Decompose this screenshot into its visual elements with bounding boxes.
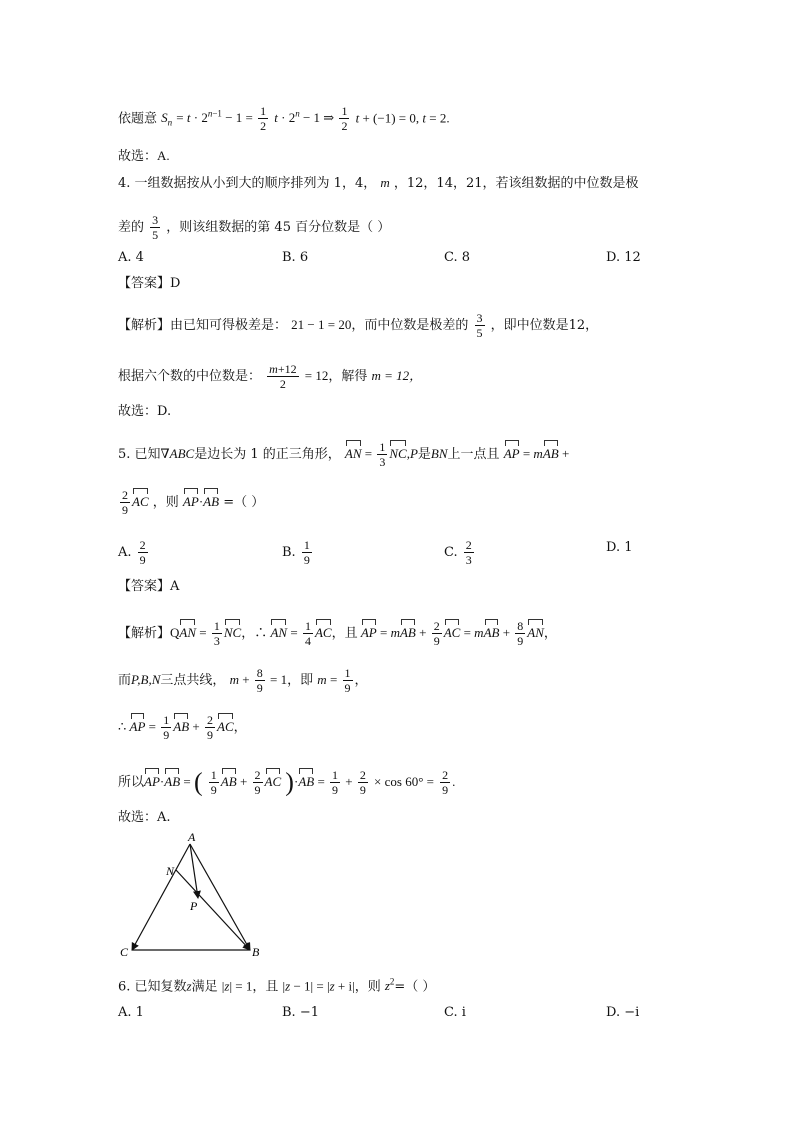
q6-option-a[interactable]: A. 1 [118,1005,144,1020]
triangle-figure [110,832,280,962]
q6-stem: 6. 已知复数z满足 |z| = 1，且 |z − 1| = |z + i|，则 $z^2=$（ ） [118,977,436,995]
q5-stem-line1: 5. 已知∇ABC是边长为 1 的正三角形， AN = $\frac{1}{3}$ NC,P是BN上一点且 AP = mAB + [118,440,570,469]
segment-n-b [176,870,250,950]
edge-a-b [190,844,250,950]
frac-two-ninths: $\frac{2}{9}$ [122,488,128,517]
solution-line-sn: 依题意 $S_n = t \cdot 2^{n-1} - 1$ = $\frac{1}{2}$ $t \cdot 2^n - 1$ ⇒ $\frac{1}{2}$ t + (−1) = 0, t = 2. [118,104,450,134]
frac-third: $\frac{1}{3}$ [379,440,386,469]
q6-option-c[interactable]: C. i [444,1005,466,1020]
q5-analysis-line4: 所以AP·AB = ( $\frac{1}{9}$ AB + $\frac{2}{9}$ AC )·AB = $\frac{1}{9}$ + $\frac{2}{9}$ × cos 60° = $\frac{2}{9}$ . [118,767,456,797]
q5-analysis-line2: 而P,B,N三点共线， m + $\frac{8}{9}$ = 1，即 m = $\frac{1}{9}$ ， [118,666,368,695]
formula-sn: $S_n$ [161,110,173,128]
frac-half-2: $\frac{1}{2}$ [341,104,348,134]
q4-option-d[interactable]: D. 12 [606,250,641,265]
label-b: B [252,945,260,959]
q4-stem-line2: 差的 $\frac{3}{5}$ ，则该组数据的第 45 百分位数是（ ） [118,213,391,242]
q5-option-c[interactable]: C. $\frac{2}{3}$ [444,538,472,567]
label-n: N [166,864,175,878]
q5-option-a[interactable]: A. $\frac{2}{9}$ [118,538,146,567]
frac-half: $\frac{1}{2}$ [260,104,267,134]
q5-stem-line2: $\frac{2}{9}$ AC ，则 AP·AB =（ ） [122,488,265,517]
q5-option-d[interactable]: D. 1 [606,540,633,555]
q4-option-a[interactable]: A. 4 [118,250,144,265]
q5-analysis-line3: ∴ AP = $\frac{1}{9}$ AB + $\frac{2}{9}$ AC， [118,713,247,742]
conclusion-line-1: 故选：A. [118,148,170,164]
solution-prefix: 依题意 [118,111,158,127]
q5-analysis-line1: 【解析】QAN = $\frac{1}{3}$ NC，∴ AN = $\frac{1}{4}$ AC，且 AP = mAB + $\frac{2}{9}$ AC = mAB + $\frac{8}{9}$ AN， [118,619,557,648]
frac-three-fifths: $\frac{3}{5}$ [152,213,159,242]
q4-analysis-line1: 【解析】由已知可得极差是： 21 − 1 = 20，而中位数是极差的 $\frac{3}{5}$ ，即中位数是12， [118,311,599,340]
frac-median: $\frac{m+12}{2}$ [269,362,297,391]
q6-option-b[interactable]: B. −1 [282,1005,319,1020]
edge-a-c [132,844,190,950]
label-c: C [120,945,129,959]
q4-answer: 【答案】D [118,276,181,291]
label-a: A [188,832,196,844]
q5-answer: 【答案】A [118,579,180,594]
label-p: P [190,899,198,913]
q5-conclusion: 故选：A. [118,810,171,825]
frac-three-fifths-2: $\frac{3}{5}$ [476,311,483,340]
q4-analysis-line2: 根据六个数的中位数是： $\frac{m+12}{2}$ = 12，解得 m = 12， [118,362,423,391]
q4-option-b[interactable]: B. 6 [282,250,309,265]
q6-option-d[interactable]: D. −i [606,1005,640,1020]
q4-option-c[interactable]: C. 8 [444,250,471,265]
q5-option-b[interactable]: B. $\frac{1}{9}$ [282,538,310,567]
q4-conclusion: 故选：D. [118,404,172,419]
q4-stem-line1: 4. 一组数据按从小到大的顺序排列为 1，4， m ，12，14，21，若该组数据的中位数是极 [118,175,639,191]
